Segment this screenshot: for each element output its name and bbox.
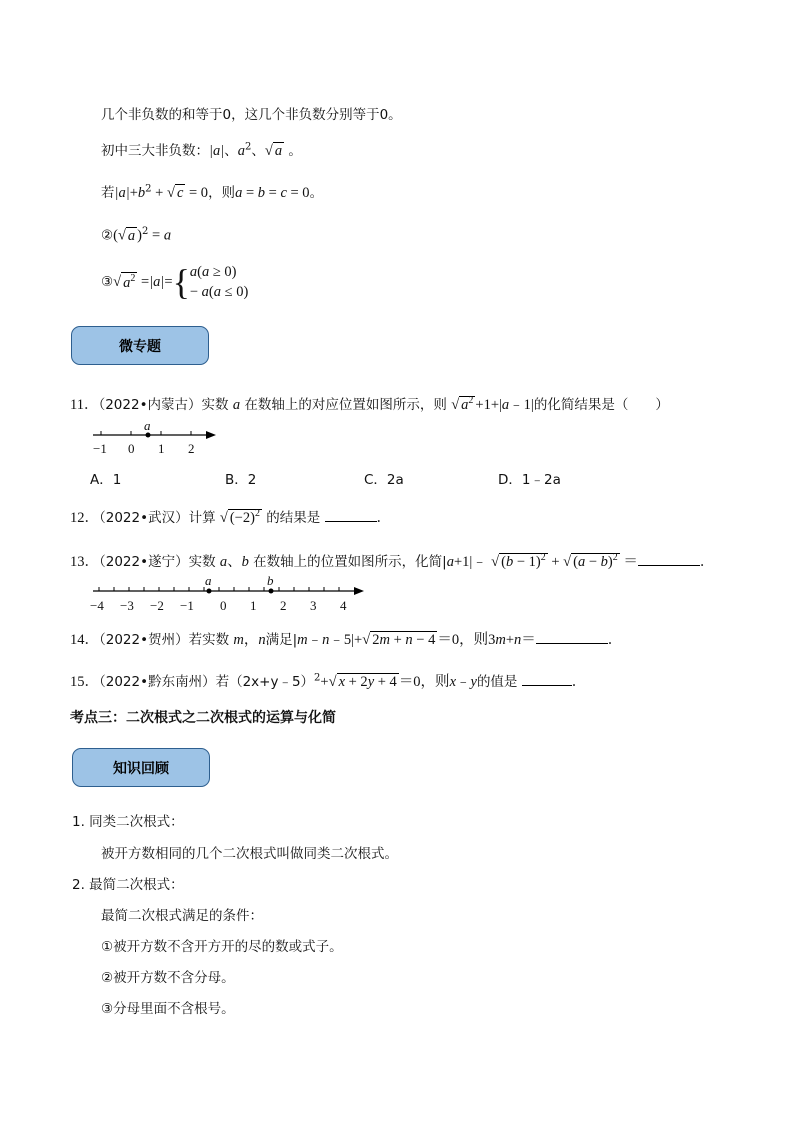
q15-source: （2022•黔东南州） [99, 674, 216, 690]
section-button-knowledge-review[interactable]: 知识回顾 [72, 748, 210, 787]
q13-text-b: 在数轴上的位置如图所示，化简| [253, 554, 447, 570]
q12-text-a: 计算 [188, 510, 216, 526]
review-line3-mid: ，则 [208, 185, 236, 201]
q11-axis-arrow [206, 431, 216, 439]
q11-text-b: 在数轴上的对应位置如图所示，则 [244, 397, 447, 413]
review-line-condition: 若$|a|+b^2$ + √ c = 0，则a = b = c = 0。 [101, 183, 324, 201]
q11-option-a[interactable]: A．1 [90, 472, 122, 488]
q11-point-a-label: a [144, 420, 151, 433]
q15-text-a: 若（2x+y﹣5） [215, 674, 315, 690]
q12-source: （2022•武汉） [99, 510, 189, 526]
formula-2-marker: ② [101, 227, 114, 244]
q13-point-a [207, 589, 212, 594]
q14-answer-blank[interactable] [536, 631, 608, 644]
knowledge-paragraph-2: 最简二次根式满足的条件： [101, 908, 263, 924]
q11-tick-label-0: 0 [128, 441, 135, 456]
q12-number: 12． [70, 510, 99, 526]
q11-option-b[interactable]: B．2 [225, 472, 257, 488]
knowledge-condition-2: ②被开方数不含分母。 [101, 970, 235, 986]
q13-number-line [88, 575, 378, 615]
q15-answer-blank[interactable] [522, 673, 572, 686]
q15-number: 15． [70, 674, 99, 690]
review-formula-2: ②(√ a )$^2$ = a [101, 226, 172, 244]
q14-number: 14． [70, 632, 99, 648]
q11-text-a: 实数 [201, 397, 229, 413]
q13-tick-label-2: 2 [280, 598, 287, 613]
question-14: 14．（2022•贺州）若实数 m，n满足|m﹣n﹣5|+√ 2m + n − 4 ＝0，则3m+n＝ ． [70, 632, 623, 648]
q13-point-b-label: b [267, 575, 274, 588]
q15-text-c: 的值是 [476, 674, 518, 690]
knowledge-heading-1: 1. 同类二次根式： [72, 814, 184, 830]
question-15: 15．（2022•黔东南州）若（2x+y﹣5）$^2$+√ x + 2y + 4 ＝0，则x﹣y的值是 ． [70, 672, 587, 690]
review-line2-prefix: 初中三大非负数： [101, 143, 209, 159]
q13-tick-label-neg4: −4 [90, 598, 104, 613]
q13-tick-label-3: 3 [310, 598, 317, 613]
q11-number: 11． [70, 397, 99, 413]
review-line-three-nonneg: 初中三大非负数：|a|、$a^2$、√ a 。 [101, 141, 302, 159]
formula-3-marker: ③ [101, 274, 114, 290]
question-13: 13．（2022•遂宁）实数 a、b 在数轴上的位置如图所示，化简|a+1|﹣ √ $(b - 1)^2$ + √ $(a - b)^2$ ＝ ． [70, 552, 715, 570]
review-formula-3: ③ √ $a^2$ = |a| = { a(a ≥ 0) − a(a ≤ 0) [101, 262, 249, 302]
q13-tick-label-1: 1 [250, 598, 257, 613]
q14-text-a: 若实数 [188, 632, 230, 648]
q13-text-a: 实数 [188, 554, 216, 570]
q14-text-d: ＝0，则 [437, 632, 489, 648]
q11-option-c[interactable]: C．2a [364, 472, 404, 488]
q13-answer-blank[interactable] [638, 553, 700, 566]
knowledge-paragraph-1: 被开方数相同的几个二次根式叫做同类二次根式。 [101, 846, 398, 862]
q13-tick-label-neg2: −2 [150, 598, 164, 613]
q13-number: 13． [70, 554, 99, 570]
q14-text-c: |+ [351, 632, 363, 648]
q11-option-d[interactable]: D．1﹣2a [498, 472, 561, 488]
q13-point-b [269, 589, 274, 594]
q11-tick-label-2: 2 [188, 441, 195, 456]
q11-text-c: +1+| [475, 397, 502, 413]
q11-number-line [88, 420, 228, 460]
q15-text-b: ＝0，则 [398, 674, 450, 690]
question-11: 11．（2022•内蒙古）实数 a 在数轴上的对应位置如图所示，则 √ $a^2$ +1+|a﹣1|的化简结果是（ ） [70, 395, 669, 413]
q13-tick-label-neg3: −3 [120, 598, 134, 613]
q12-answer-blank[interactable] [325, 509, 377, 522]
review-line2-suffix: 。 [288, 143, 302, 159]
q13-source: （2022•遂宁） [99, 554, 189, 570]
q13-tick-label-0: 0 [220, 598, 227, 613]
q13-axis-arrow [354, 587, 364, 595]
q11-source: （2022•内蒙古） [98, 397, 202, 413]
section-button-micro-topic[interactable]: 微专题 [71, 326, 209, 365]
q13-point-a-label: a [205, 575, 212, 588]
q11-point-a [146, 433, 151, 438]
knowledge-condition-1: ①被开方数不含开方开的尽的数或式子。 [101, 939, 343, 955]
q11-text-d: 的化简结果是（ ） [533, 397, 669, 413]
q13-tick-label-neg1: −1 [180, 598, 194, 613]
q11-tick-label-neg1: −1 [93, 441, 107, 456]
q14-source: （2022•贺州） [99, 632, 189, 648]
review-line3-suffix: 。 [309, 185, 324, 201]
topic3-heading: 考点三：二次根式之二次根式的运算与化简 [70, 710, 336, 726]
q14-text-b: 满足| [265, 632, 298, 648]
knowledge-condition-3: ③分母里面不含根号。 [101, 1001, 235, 1017]
q13-tick-label-4: 4 [340, 598, 347, 613]
q11-tick-label-1: 1 [158, 441, 165, 456]
q12-text-b: 的结果是 [266, 510, 321, 526]
knowledge-heading-2: 2. 最简二次根式： [72, 877, 184, 893]
review-line3-prefix: 若 [101, 185, 115, 201]
review-line-nonneg-sum: 几个非负数的和等于0，这几个非负数分别等于0。 [101, 107, 402, 123]
question-12: 12．（2022•武汉）计算 √ $(-2)^2$ 的结果是 ． [70, 508, 392, 526]
q13-text-c: |﹣ [469, 554, 487, 570]
